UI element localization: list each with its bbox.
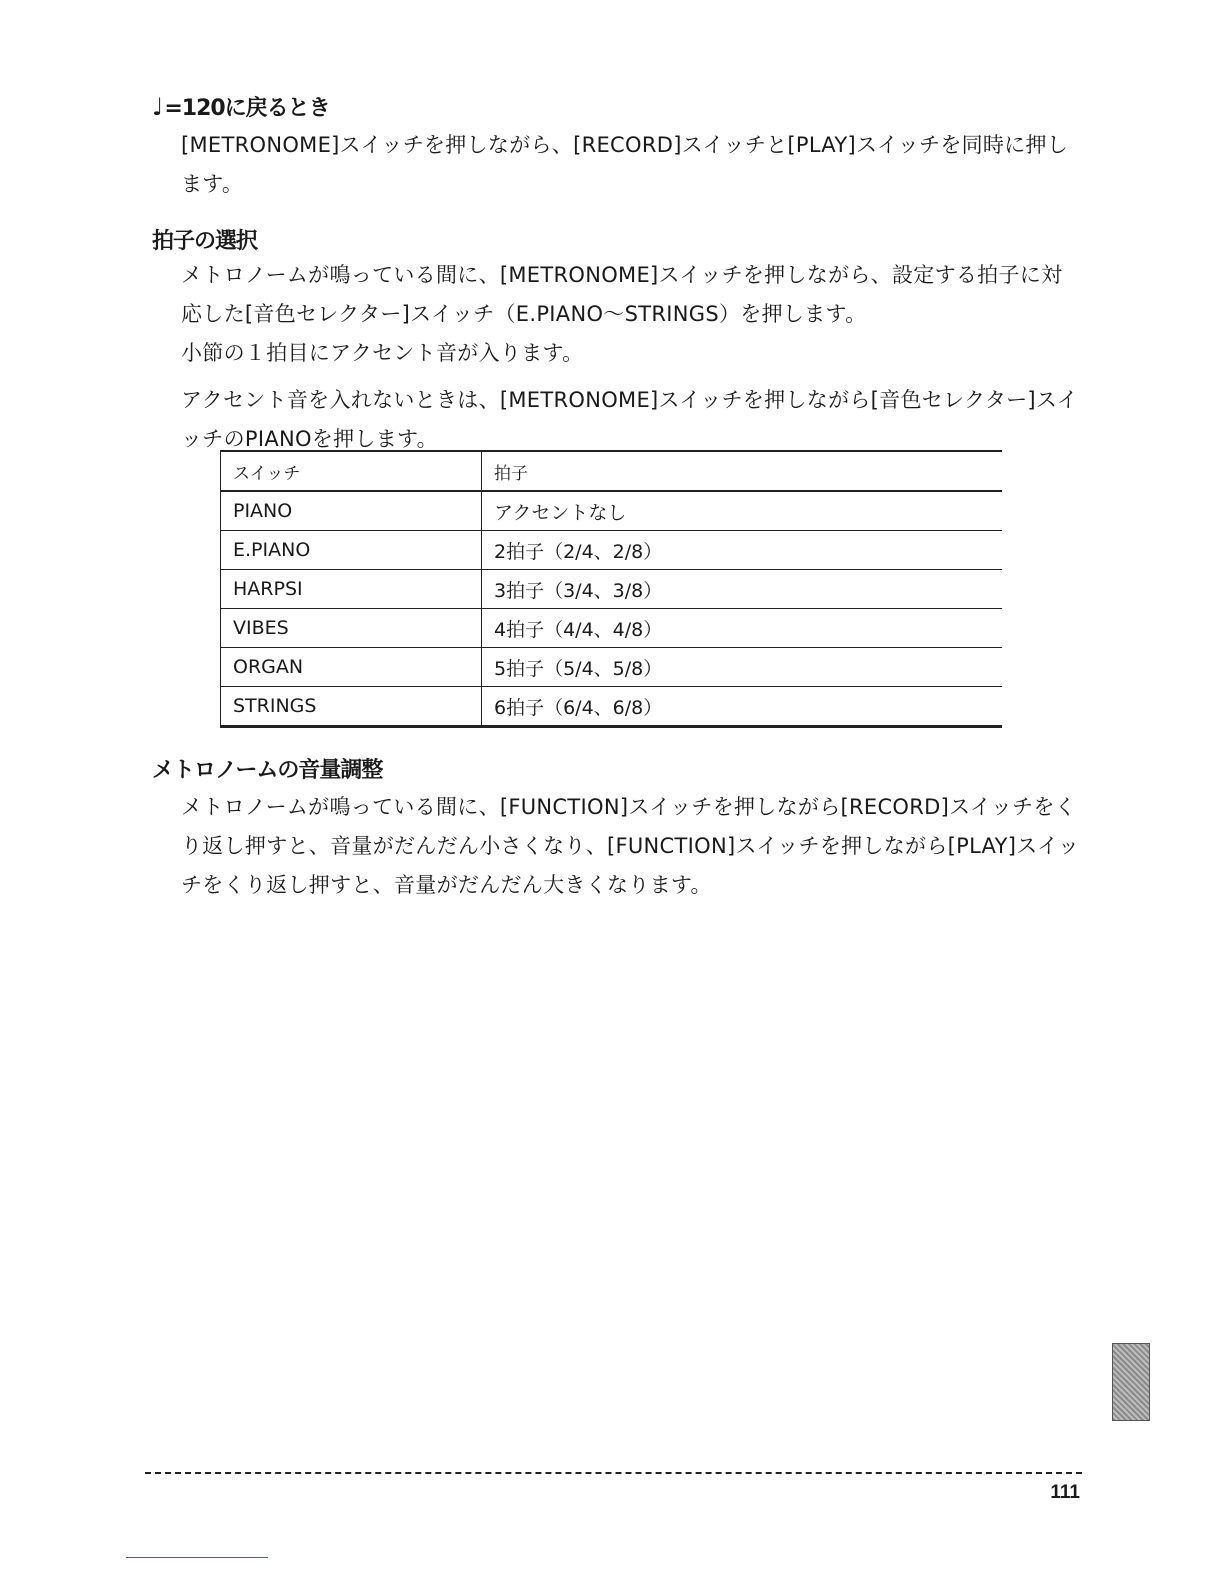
table-row xyxy=(221,687,1003,727)
page-number: 111 xyxy=(1050,1482,1080,1503)
quarter-note-icon: ♩ xyxy=(152,93,163,121)
section-heading-tempo-reset xyxy=(152,93,330,123)
column-header-time-signature: 拍子 xyxy=(482,451,1003,491)
time-signature-cell: 3拍子（3/4、3/8） xyxy=(482,570,1003,609)
switch-cell: ORGAN xyxy=(221,648,482,687)
section-body-tempo-reset xyxy=(181,126,1081,204)
time-signature-cell: アクセントなし xyxy=(482,491,1003,531)
section-body-time-signature xyxy=(181,256,1081,459)
table-row xyxy=(221,570,1003,609)
chapter-thumb-tab xyxy=(1112,1343,1150,1421)
switch-cell: HARPSI xyxy=(221,570,482,609)
paragraph: メトロノームが鳴っている間に、[FUNCTION]スイッチを押しながら[RECORD]スイッチをくり返し押すと、音量がだんだん小さくなり、[FUNCTION]スイッチを押しながら[PLAY]スイッチをくり返し押すと、音量がだんだん大きくなります。 xyxy=(181,795,1080,897)
section-heading-metronome-volume: メトロノームの音量調整 xyxy=(152,758,383,783)
paragraph: メトロノームが鳴っている間に、[METRONOME]スイッチを押しながら、設定する拍子に対応した[音色セレクター]スイッチ（E.PIANO～STRINGS）を押します。 xyxy=(181,263,1063,326)
time-signature-table xyxy=(220,450,1002,728)
time-signature-cell: 4拍子（4/4、4/8） xyxy=(482,609,1003,648)
time-signature-cell: 2拍子（2/4、2/8） xyxy=(482,531,1003,570)
paragraph: アクセント音を入れないときは、[METRONOME]スイッチを押しながら[音色セレクター]スイッチのPIANOを押します。 xyxy=(181,388,1079,451)
table-row xyxy=(221,531,1003,570)
table-row xyxy=(221,491,1003,531)
time-signature-cell: 6拍子（6/4、6/8） xyxy=(482,687,1003,727)
switch-cell: STRINGS xyxy=(221,687,482,727)
column-header-switch: スイッチ xyxy=(221,451,482,491)
time-signature-cell: 5拍子（5/4、5/8） xyxy=(482,648,1003,687)
paragraph: 小節の１拍目にアクセント音が入ります。 xyxy=(181,341,584,365)
section-heading-time-signature: 拍子の選択 xyxy=(152,229,258,254)
table-header-row xyxy=(221,451,1003,491)
switch-cell: VIBES xyxy=(221,609,482,648)
bottom-divider xyxy=(126,1557,268,1558)
footer-divider xyxy=(145,1472,1082,1474)
section-heading-text: =120に戻るとき xyxy=(164,96,330,121)
table-row xyxy=(221,648,1003,687)
switch-cell: E.PIANO xyxy=(221,531,482,570)
paragraph: [METRONOME]スイッチを押しながら、[RECORD]スイッチと[PLAY]スイッチを同時に押します。 xyxy=(181,133,1069,196)
section-body-metronome-volume xyxy=(181,788,1081,905)
table-row xyxy=(221,609,1003,648)
switch-cell: PIANO xyxy=(221,491,482,531)
